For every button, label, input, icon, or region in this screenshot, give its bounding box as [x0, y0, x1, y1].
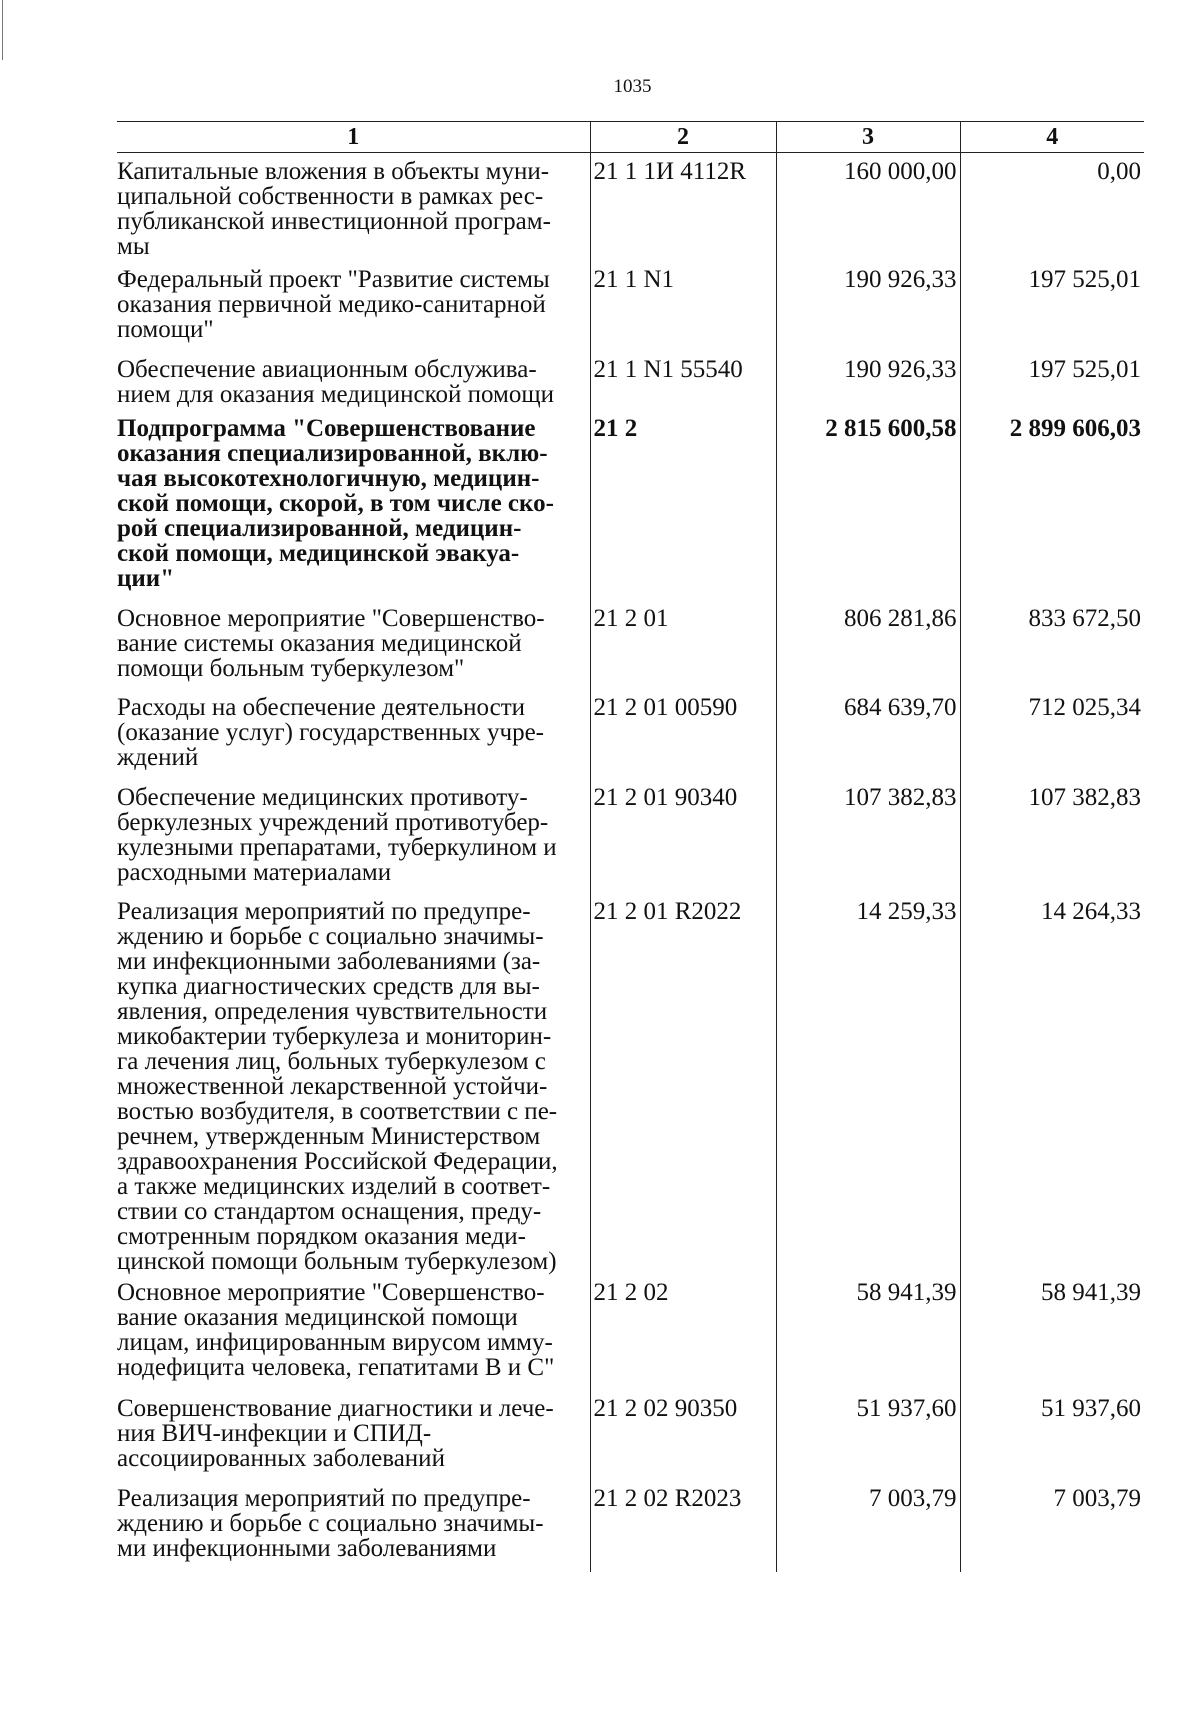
row-name-line: нием для оказания медицинской помощи [117, 380, 554, 408]
row-name-line: Реализация мероприятий по предупре- [117, 897, 531, 925]
row-name-line: цинской помощи больным туберкулезом) [117, 1247, 557, 1275]
row-name-line: лицам, инфицированным вирусом имму- [117, 1328, 553, 1356]
row-name-line: нодефицита человека, гепатитами В и С" [117, 1353, 555, 1381]
row-code-cell: 21 2 02 [590, 1274, 776, 1390]
table-row [117, 1274, 1144, 1390]
scan-edge-line [2, 0, 3, 60]
row-name-line: чая высокотехнологичную, медицин- [117, 464, 540, 492]
row-name-line: Обеспечение авиационным обслужива- [117, 355, 537, 383]
row-name-line: вание системы оказания медицинской [117, 629, 522, 657]
row-name-line: а также медицинских изделий в соответ- [117, 1172, 551, 1200]
row-value-1-cell: 2 815 600,58 [776, 410, 960, 600]
row-code-cell: 21 2 01 R2022 [590, 893, 776, 1274]
row-value-1-cell: 14 259,33 [776, 893, 960, 1274]
row-value-2-cell: 7 003,79 [960, 1480, 1144, 1572]
header-row [117, 122, 1144, 153]
row-name-line: явления, определения чувствительности [117, 997, 548, 1025]
row-name-line: Основное мероприятие "Совершенство- [117, 604, 545, 632]
row-value-2-cell: 197 525,01 [960, 261, 1144, 351]
table-row [117, 1390, 1144, 1480]
page-number: 1035 [613, 76, 652, 97]
row-value-1-cell: 107 382,83 [776, 779, 960, 893]
row-name-line: помощи" [117, 315, 214, 343]
row-name-line: Федеральный проект "Развитие системы [117, 265, 550, 293]
row-value-2-cell: 2 899 606,03 [960, 410, 1144, 600]
row-name-line: кулезными препаратами, туберкулином и [117, 833, 557, 861]
row-name-cell [117, 689, 590, 779]
row-value-1-cell: 190 926,33 [776, 261, 960, 351]
row-name-line: рой специализированной, медицин- [117, 514, 522, 542]
row-name-line: (оказание услуг) государственных учре- [117, 718, 545, 746]
column-header-name: 1 [117, 122, 590, 153]
table-row [117, 351, 1144, 410]
row-name-line: оказания первичной медико-санитарной [117, 290, 546, 318]
row-name-cell [117, 893, 590, 1274]
row-code-cell: 21 2 02 R2023 [590, 1480, 776, 1572]
row-name-line: купка диагностических средств для вы- [117, 972, 540, 1000]
table-row [117, 261, 1144, 351]
row-name-line: ждений [117, 743, 199, 771]
row-name-cell [117, 261, 590, 351]
table-header [117, 122, 1144, 153]
row-value-2-cell: 51 937,60 [960, 1390, 1144, 1480]
row-value-1-cell: 58 941,39 [776, 1274, 960, 1390]
table-row [117, 779, 1144, 893]
row-code-cell: 21 1 N1 [590, 261, 776, 351]
row-name-cell [117, 779, 590, 893]
row-name-line: ции" [117, 564, 175, 592]
row-name-line: ния ВИЧ-инфекции и СПИД- [117, 1419, 432, 1447]
row-code-cell: 21 1 N1 55540 [590, 351, 776, 410]
table-row [117, 600, 1144, 689]
budget-table [117, 121, 1144, 1572]
row-code-cell: 21 2 02 90350 [590, 1390, 776, 1480]
row-name-line: ми инфекционными заболеваниями [117, 1534, 497, 1562]
column-header-code: 2 [590, 122, 776, 153]
row-name-cell [117, 410, 590, 600]
table-row [117, 410, 1144, 600]
row-code-cell: 21 2 01 00590 [590, 689, 776, 779]
row-value-2-cell: 58 941,39 [960, 1274, 1144, 1390]
row-name-line: ждению и борьбе с социально значимы- [117, 1509, 544, 1537]
row-name-line: Совершенствование диагностики и лече- [117, 1394, 554, 1422]
row-name-line: публиканской инвестиционной програм- [117, 208, 551, 235]
row-name-line: смотренным порядком оказания меди- [117, 1222, 526, 1250]
row-name-line: га лечения лиц, больных туберкулезом с [117, 1047, 546, 1075]
row-value-1-cell: 51 937,60 [776, 1390, 960, 1480]
table-row [117, 893, 1144, 1274]
row-value-2-cell: 712 025,34 [960, 689, 1144, 779]
row-name-line: Расходы на обеспечение деятельности [117, 693, 526, 721]
row-name-line: ципальной собственности в рамках рес- [117, 183, 544, 210]
row-name-line: Капитальные вложения в объекты муни- [117, 158, 550, 185]
row-name-line: ской помощи, медицинской эвакуа- [117, 539, 520, 567]
row-name-cell [117, 153, 590, 261]
row-name-cell [117, 351, 590, 410]
table-row [117, 689, 1144, 779]
row-name-cell [117, 1390, 590, 1480]
table-body [117, 153, 1144, 1572]
row-name-cell [117, 600, 590, 689]
row-name-line: микобактерии туберкулеза и мониторин- [117, 1022, 552, 1050]
table-row [117, 153, 1144, 261]
row-name-line: Основное мероприятие "Совершенство- [117, 1278, 545, 1306]
row-name-line: мы [117, 233, 150, 260]
row-value-2-cell: 833 672,50 [960, 600, 1144, 689]
row-name-line: Подпрограмма "Совершенствование [117, 414, 536, 442]
row-name-line: Реализация мероприятий по предупре- [117, 1484, 531, 1512]
row-code-cell: 21 2 01 90340 [590, 779, 776, 893]
row-value-1-cell: 684 639,70 [776, 689, 960, 779]
row-name-line: ми инфекционными заболеваниями (за- [117, 947, 541, 975]
row-name-line: ской помощи, скорой, в том числе ско- [117, 489, 554, 517]
row-code-cell: 21 1 1И 4112R [590, 153, 776, 261]
row-name-line: здравоохранения Российской Федерации, [117, 1147, 558, 1175]
row-name-line: ствии со стандартом оснащения, преду- [117, 1197, 542, 1225]
row-name-line: расходными материалами [117, 858, 392, 886]
row-value-1-cell: 806 281,86 [776, 600, 960, 689]
row-value-2-cell: 197 525,01 [960, 351, 1144, 410]
column-header-value-2: 4 [960, 122, 1144, 153]
row-name-line: оказания специализированной, вклю- [117, 439, 548, 467]
table-row [117, 1480, 1144, 1572]
row-value-2-cell: 107 382,83 [960, 779, 1144, 893]
row-name-line: беркулезных учреждений противотубер- [117, 808, 549, 836]
row-name-cell [117, 1480, 590, 1572]
row-name-line: множественной лекарственной устойчи- [117, 1072, 548, 1100]
row-name-line: ассоциированных заболеваний [117, 1444, 445, 1472]
row-name-line: Обеспечение медицинских противоту- [117, 783, 528, 811]
row-name-line: помощи больным туберкулезом" [117, 654, 465, 682]
row-value-1-cell: 7 003,79 [776, 1480, 960, 1572]
column-header-value-1: 3 [776, 122, 960, 153]
row-code-cell: 21 2 [590, 410, 776, 600]
row-code-cell: 21 2 01 [590, 600, 776, 689]
row-name-line: вание оказания медицинской помощи [117, 1303, 518, 1331]
row-value-1-cell: 190 926,33 [776, 351, 960, 410]
row-value-2-cell: 14 264,33 [960, 893, 1144, 1274]
row-name-line: востью возбудителя, в соответствии с пе- [117, 1097, 558, 1125]
row-value-1-cell: 160 000,00 [776, 153, 960, 261]
row-name-cell [117, 1274, 590, 1390]
row-value-2-cell: 0,00 [960, 153, 1144, 261]
row-name-line: речнем, утвержденным Министерством [117, 1122, 541, 1150]
row-name-line: ждению и борьбе с социально значимы- [117, 922, 544, 950]
